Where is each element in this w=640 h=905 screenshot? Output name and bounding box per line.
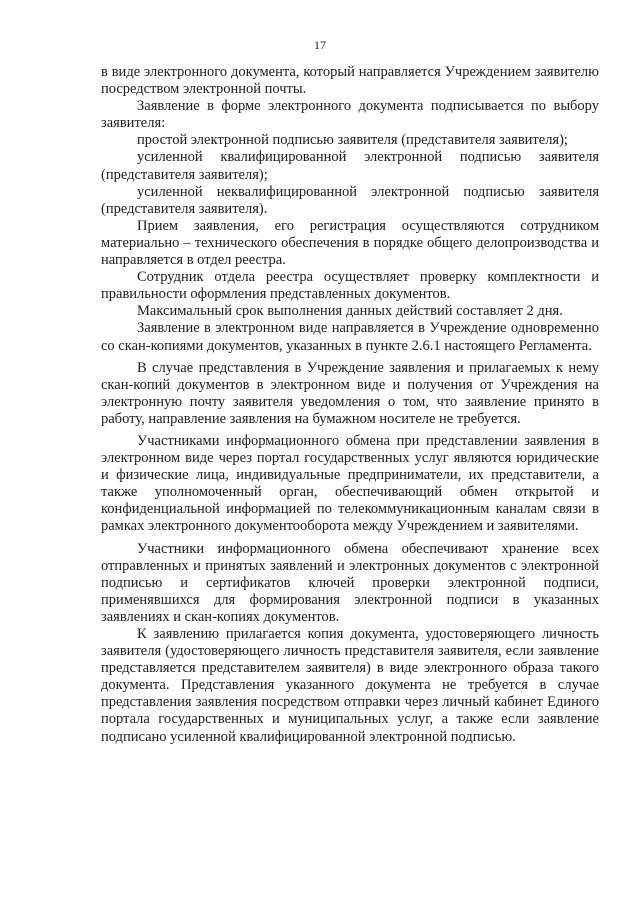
paragraph: Заявление в форме электронного документа подписывается по выбору заявителя: [101,98,599,132]
page-number: 17 [314,38,326,52]
list-item: усиленной неквалифицированной электронной подписью заявителя (представителя заявителя). [101,183,599,217]
paragraph: Участниками информационного обмена при представлении заявления в электронном виде через портал государственных услуг являются юридические и физические лица, индивидуальные предприниматели, их представители, а также уполномоченный орган, обеспечивающий обмен открытой и конфиденциальной информацией по телекоммуникационным каналам связи в рамках электронного документооборота между Учреждением и заявителями. [101,432,599,535]
document-body [101,64,599,746]
paragraph: Заявление в электронном виде направляется в Учреждение одновременно со скан-копиями документов, указанных в пункте 2.6.1 настоящего Регламента. [101,320,599,354]
paragraph: Сотрудник отдела реестра осуществляет проверку комплектности и правильности оформления представленных документов. [101,269,599,303]
list-item: усиленной квалифицированной электронной подписью заявителя (представителя заявителя); [101,149,599,183]
list-item: простой электронной подписью заявителя (представителя заявителя); [137,132,568,149]
paragraph: Прием заявления, его регистрация осуществляются сотрудником материально – технического обеспечения в порядке общего делопроизводства и направляется в отдел реестра. [101,217,599,269]
paragraph: в виде электронного документа, который направляется Учреждением заявителю посредством электронной почты. [101,64,599,98]
paragraph: Максимальный срок выполнения данных действий составляет 2 дня. [137,303,563,320]
paragraph: Участники информационного обмена обеспечивают хранение всех отправленных и принятых заявлений и электронных документов с электронной подписью и сертификатов ключей проверки электронной подписи, применявшихся для формирования электронной подписи в указанных заявлениях и скан-копиях документов. [101,540,599,625]
paragraph: В случае представления в Учреждение заявления и прилагаемых к нему скан-копий документов в электронном виде и получения от Учреждения на электронную почту заявителя уведомления о том, что заявление принято в работу, направление заявления на бумажном носителе не требуется. [101,359,599,427]
paragraph: К заявлению прилагается копия документа, удостоверяющего личность заявителя (удостоверяющего личность представителя заявителя, если заявление представляется представителем заявителя) в виде электронного образа такого документа. Представления указанного документа не требуется в случае представления заявления посредством отправки через личный кабинет Единого портала государственных и муниципальных услуг, а также если заявление подписано усиленной квалифицированной электронной подписью. [101,626,599,745]
